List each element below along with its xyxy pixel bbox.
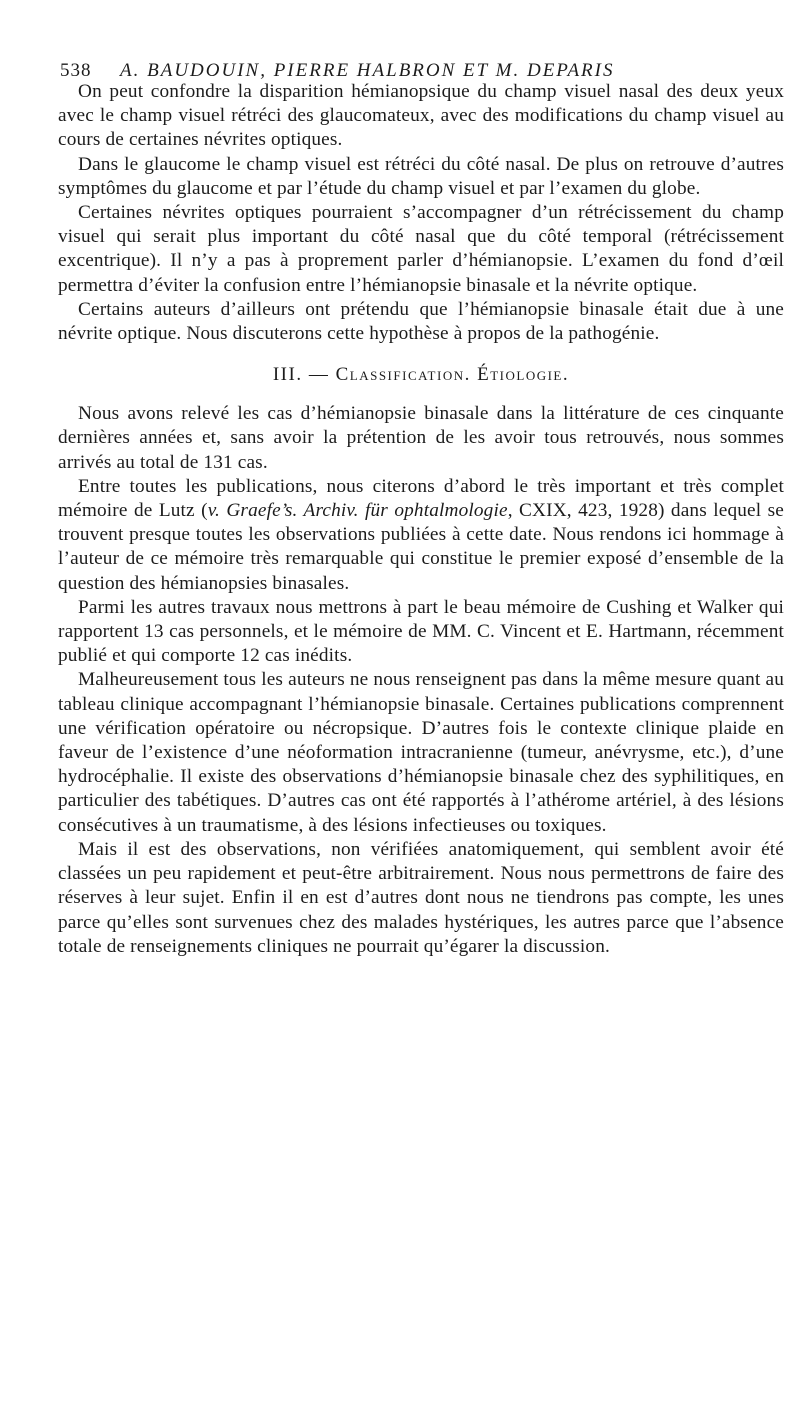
paragraph-5: Nous avons relevé les cas d’hémianopsie binasale dans la littérature de ces cinquante dernières années et, sans avoir la prétention de les avoir tous retrouvés, nous sommes arrivés au total de 131 cas. bbox=[58, 403, 784, 473]
section-number: III. — bbox=[272, 364, 330, 386]
section-title: Classification. Étiologie. bbox=[335, 364, 570, 386]
paragraph-3: Certaines névrites optiques pourraient s’accompagner d’un rétrécissement du champ visuel qui serait plus important du côté nasal que du côté temporal (rétrécissement excentrique). Il n’y a pas à proprement parler d’hémianopsie. L’examen du fond d’œil permettra d’éviter la confusion entre l’hémianopsie binasale et la névrite optique. bbox=[58, 202, 784, 296]
paragraph-1: On peut confondre la disparition hémianopsique du champ visuel nasal des deux yeux avec le champ visuel rétréci des glaucomateux, avec des modifications du champ visuel au cours de certaines névrites optiques. bbox=[58, 81, 784, 151]
paragraph-7: Parmi les autres travaux nous mettrons à part le beau mémoire de Cushing et Walker qui rapportent 13 cas personnels, et le mémoire de MM. C. Vincent et E. Hartmann, récemment publié et qui comporte 12 cas inédits. bbox=[58, 596, 784, 667]
running-title: A. BAUDOUIN, PIERRE HALBRON ET M. DEPARIS bbox=[120, 60, 615, 81]
paragraph-6-part-c: , CXIX, 423, 1928) dans lequel se trouvent presque toutes les observations publiées à cette date. Nous rendons ici hommage à l’auteur de ce mémoire très remarquable qui constitue le premier exposé d’ensemble de la question des hémianopsies binasales. bbox=[58, 500, 785, 594]
paragraph-4: Certains auteurs d’ailleurs ont prétendu que l’hémianopsie binasale était due à une névrite optique. Nous discuterons cette hypothèse à propos de la pathogénie. bbox=[58, 298, 784, 345]
journal-citation: v. Graefe’s. Archiv. für ophtalmologie bbox=[207, 500, 508, 522]
page-number: 538 bbox=[60, 60, 92, 81]
body-text bbox=[58, 80, 784, 959]
paragraph-2: Dans le glaucome le champ visuel est rétréci du côté nasal. De plus on retrouve d’autres symptômes du glaucome et par l’étude du champ visuel et par l’examen du globe. bbox=[58, 153, 784, 199]
paragraph-6 bbox=[58, 475, 784, 596]
paragraph-6-part-a: Entre toutes les publications, nous citerons d’abord le très important et très complet mémoire de Lutz ( bbox=[58, 475, 784, 522]
section-heading bbox=[58, 363, 784, 387]
paragraph-9: Mais il est des observations, non vérifiées anatomiquement, qui semblent avoir été classées un peu rapidement et peut-être arbitrairement. Nous nous permettrons de faire des réserves à leur sujet. Enfin il en est d’autres dont nous ne tiendrons pas compte, les unes parce qu’elles sont survenues chez des malades hystériques, les autres parce que l’absence totale de renseignements cliniques ne pourrait qu’égarer la discussion. bbox=[58, 838, 784, 957]
paragraph-8: Malheureusement tous les auteurs ne nous renseignent pas dans la même mesure quant au tableau clinique accompagnant l’hémianopsie binasale. Certaines publications comprennent une vérification opératoire ou nécropsique. D’autres fois le contexte clinique plaide en faveur de l’existence d’une néoformation intracranienne (tumeur, anévrysme, etc.), d’une hydrocéphalie. Il existe des observations d’hémianopsie binasale chez des syphilitiques, en particulier des tabétiques. D’autres cas ont été rapportés à l’athérome artériel, à des lésions consécutives à un traumatisme, à des lésions infectieuses ou toxiques. bbox=[58, 669, 784, 836]
